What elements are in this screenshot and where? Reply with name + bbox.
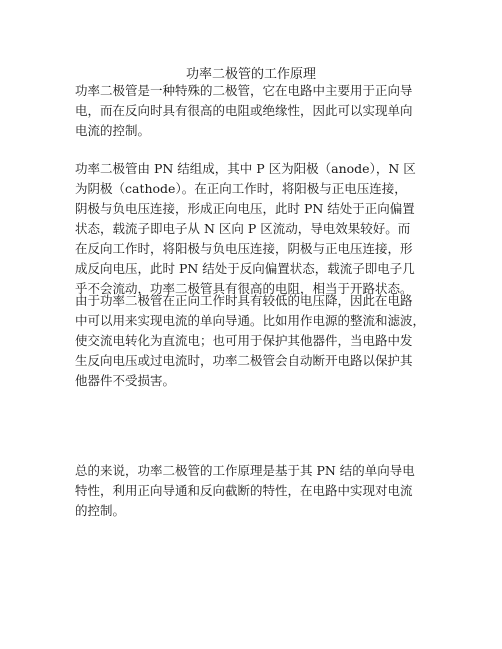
paragraph-line: 为阴极（cathode）。在正向工作时，将阳极与正电压连接， [75, 181, 407, 196]
paragraph-line: 他器件不受损害。 [75, 373, 176, 388]
document-title: 功率二极管的工作原理 [185, 67, 316, 82]
paragraph-line: 电流的控制。 [75, 123, 151, 138]
paragraph-line: 成反向电压，此时 PN 结处于反向偏置状态，载流子即电子几 [75, 261, 415, 276]
paragraph-line: 状态，载流子即电子从 N 区向 P 区流动，导电效果较好。而 [75, 221, 411, 236]
paragraph-structure [75, 159, 435, 299]
paragraph-line: 总的来说，功率二极管的工作原理是基于其 PN 结的单向导电 [75, 463, 415, 478]
paragraph-line: 生反向电压或过电流时，功率二极管会自动断开电路以保护其 [75, 353, 413, 368]
paragraph-line: 使交流电转化为直流电；也可用于保护其他器件，当电路中发 [75, 333, 413, 348]
paragraph-line: 电，而在反向时具有很高的电阻或绝缘性，因此可以实现单向 [75, 103, 413, 118]
paragraph-line: 功率二极管由 PN 结组成，其中 P 区为阳极（anode），N 区 [75, 161, 416, 176]
paragraph-line: 特性，利用正向导通和反向截断的特性，在电路中实现对电流 [75, 483, 413, 498]
paragraph-applications [75, 291, 435, 391]
paragraph-summary [75, 461, 435, 521]
paragraph-intro [75, 81, 435, 141]
paragraph-line: 的控制。 [75, 503, 126, 518]
paragraph-line: 由于功率二极管在正向工作时具有较低的电压降，因此在电路 [75, 293, 413, 308]
paragraph-line: 中可以用来实现电流的单向导通。比如用作电源的整流和滤波， [75, 313, 426, 328]
paragraph-line: 阴极与负电压连接，形成正向电压，此时 PN 结处于正向偏置 [75, 201, 415, 216]
paragraph-line: 在反向工作时，将阳极与负电压连接，阴极与正电压连接，形 [75, 241, 413, 256]
paragraph-line: 乎不会流动，功率二极管具有很高的电阻，相当于开路状态。 [75, 281, 413, 296]
paragraph-line: 功率二极管是一种特殊的二极管，它在电路中主要用于正向导 [75, 83, 413, 98]
